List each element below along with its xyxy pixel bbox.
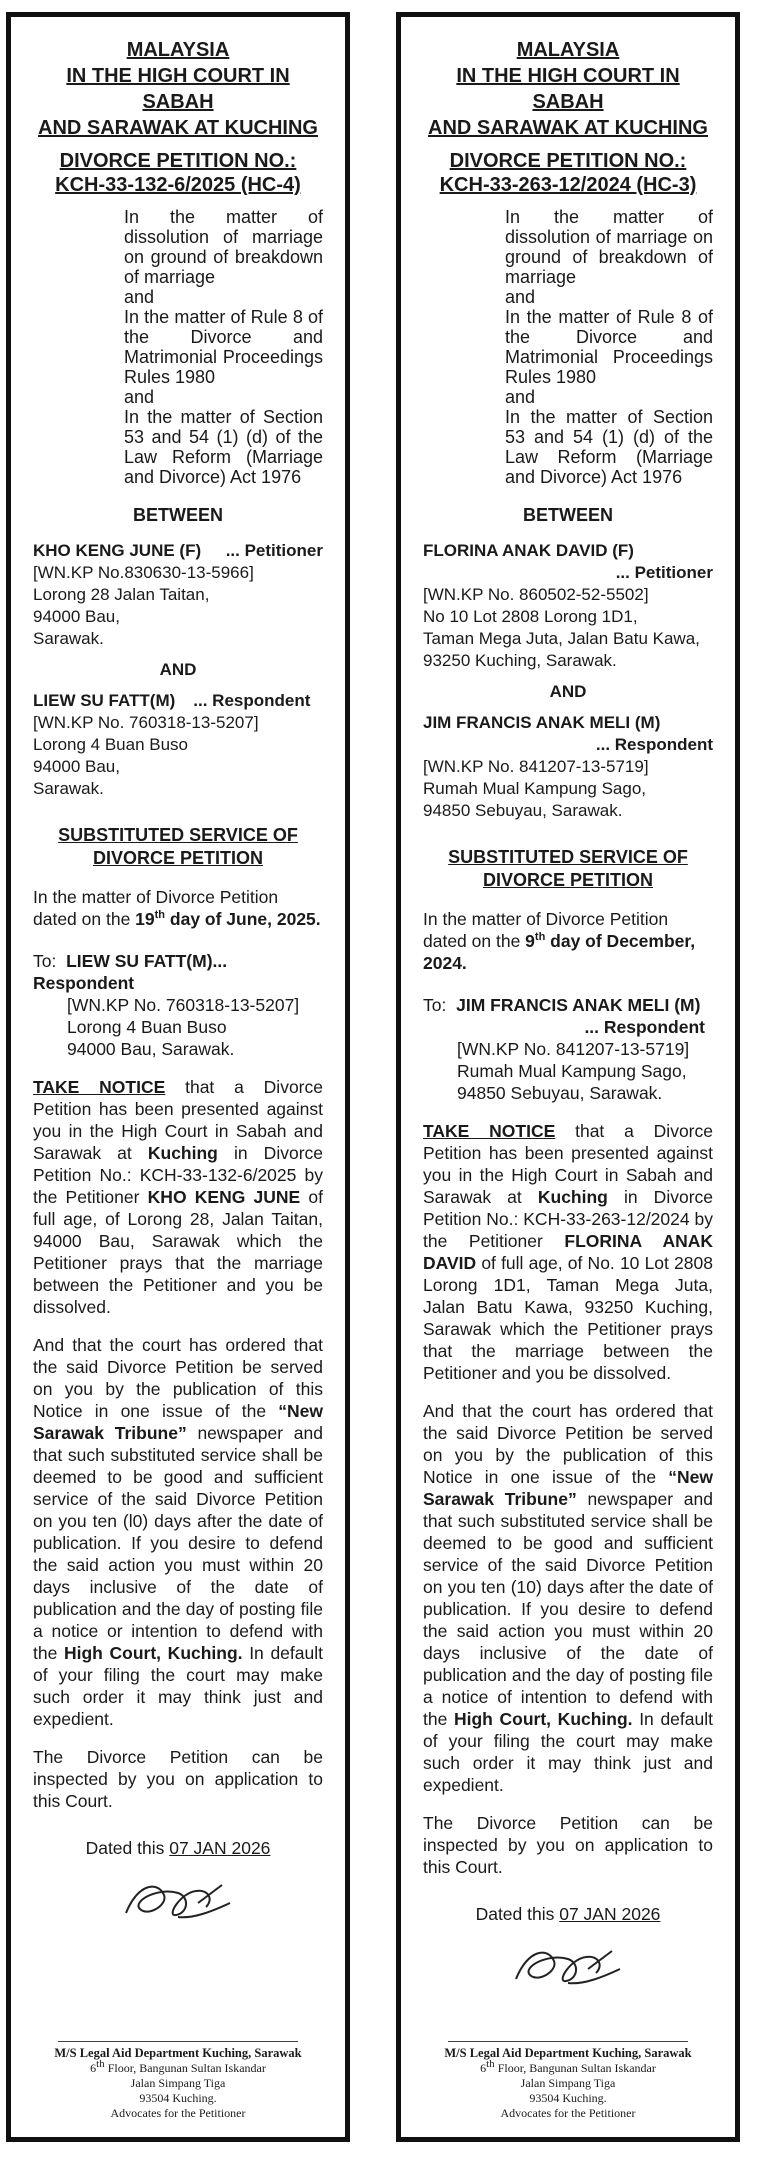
notice-petitioner-name: FLORINA ANAK DAVID <box>423 1231 713 1273</box>
notice-kuching: Kuching <box>147 1143 218 1163</box>
date-day-suffix: th <box>534 931 546 944</box>
notice-petitioner-name: KHO KENG JUNE <box>147 1187 301 1207</box>
court-line-2: AND SARAWAK AT KUCHING <box>38 117 318 139</box>
order-text: And that the court has ordered that the said Divorce Petition be served on you by the publication of this Notice in one issue of the <box>423 1401 713 1487</box>
signature-line <box>448 2041 688 2042</box>
respondent-address-line: 94850 Sebuyau, Sarawak. <box>423 801 623 820</box>
court-header <box>423 37 713 141</box>
between-heading: BETWEEN <box>133 505 223 525</box>
order-text: newspaper and that such substituted service shall be deemed to be good and sufficient service of the said Divorce Petition on you ten (10) days after the date of publication. If you desire to defend the said action you must within 20 days inclusive of the date of publication and the day of posting file a notice of intention to defend with the <box>423 1489 713 1729</box>
dated-line <box>33 1838 323 1859</box>
date-text: In the matter of Divorce Petition dated on the <box>423 909 669 951</box>
respondent-role: ... Respondent <box>193 691 311 710</box>
inspect-paragraph: The Divorce Petition can be inspected by you on application to this Court. <box>423 1813 713 1877</box>
firm-floor <box>401 2058 735 2076</box>
petition-date-paragraph <box>423 908 713 974</box>
petition-label: DIVORCE PETITION NO.: <box>449 150 687 172</box>
notice-text: in Divorce Petition No.: KCH-33-132-6/2025 by the Petitioner <box>33 1143 323 1207</box>
take-notice-paragraph <box>33 1076 323 1318</box>
dated-label: Dated this <box>85 1838 170 1858</box>
notice-text: of full age, of Lorong 28, Jalan Taitan, 94000 Bau, Sarawak which the Petitioner prays that the marriage between the Petitioner and you be dissolved. <box>33 1187 323 1317</box>
matter-and: and <box>505 387 536 407</box>
to-ic: [WN.KP No. 760318-13-5207] <box>67 995 300 1015</box>
date-rest: day of December, 2024. <box>423 931 696 973</box>
respondent-block <box>33 690 323 800</box>
court-line-1: IN THE HIGH COURT IN SABAH <box>456 65 680 113</box>
to-address-line: Rumah Mual Kampung Sago, <box>457 1061 687 1081</box>
notice-column-left <box>6 12 350 2142</box>
order-high-court: High Court, Kuching. <box>63 1643 243 1663</box>
to-role: ... Respondent <box>584 1017 705 1037</box>
notice-kuching: Kuching <box>537 1187 608 1207</box>
notice-text: of full age, of No. 10 Lot 2808 Lorong 1D1, Taman Mega Juta, Jalan Batu Kawa, 93250 Kuching, Sarawak which the Petitioner prays that the marriage between the Petitioner and you be dissolved. <box>423 1253 713 1383</box>
signature-line <box>58 2041 298 2042</box>
to-heading <box>423 994 713 1016</box>
matter-and: and <box>124 387 155 407</box>
respondent-ic: [WN.KP No. 760318-13-5207] <box>33 713 259 732</box>
notice-text: in Divorce Petition No.: KCH-33-263-12/2024 by the Petitioner <box>423 1187 713 1251</box>
respondent-role: ... Respondent <box>595 735 713 754</box>
date-day-number: 9 <box>525 931 535 951</box>
country-title: MALAYSIA <box>126 39 230 61</box>
to-heading <box>33 950 323 994</box>
petitioner-address-line: Lorong 28 Jalan Taitan, <box>33 585 210 604</box>
petitioner-heading <box>423 540 713 584</box>
floor-rest: Floor, Bangunan Sultan Iskandar <box>104 2061 266 2075</box>
firm-street: Jalan Simpang Tiga <box>130 2076 226 2090</box>
petition-label: DIVORCE PETITION NO.: <box>59 150 297 172</box>
between-heading: BETWEEN <box>523 505 613 525</box>
to-label: To: <box>33 951 57 971</box>
dated-value: 07 JAN 2026 <box>559 1904 661 1924</box>
advocate-footer <box>11 2041 345 2121</box>
dated-label: Dated this <box>475 1904 560 1924</box>
floor-rest: Floor, Bangunan Sultan Iskandar <box>494 2061 656 2075</box>
and-separator: AND <box>549 682 587 701</box>
matter-rule-8: In the matter of Rule 8 of the Divorce and Matrimonial Proceedings Rules 1980 <box>124 307 323 387</box>
court-order-paragraph <box>33 1334 323 1730</box>
take-notice-paragraph <box>423 1120 713 1384</box>
to-name: JIM FRANCIS ANAK MELI (M) <box>456 995 701 1015</box>
substituted-service-title <box>33 824 323 870</box>
substituted-title-line: DIVORCE PETITION <box>92 848 263 868</box>
firm-city: 93504 Kuching. <box>139 2091 217 2105</box>
petition-date-paragraph <box>33 886 323 930</box>
to-name: LIEW SU FATT(M) <box>66 951 213 971</box>
respondent-name: LIEW SU FATT(M) <box>33 691 176 710</box>
to-label: To: <box>423 995 447 1015</box>
notice-text: that a Divorce Petition has been presented against you in the High Court in Sabah and Sarawak at <box>423 1121 713 1207</box>
petitioner-ic: [WN.KP No. 860502-52-5502] <box>423 585 649 604</box>
order-text: In default of your filing the court may make such order it may think just and expedient. <box>423 1709 713 1795</box>
firm-role: Advocates for the Petitioner <box>110 2106 246 2120</box>
court-header <box>33 37 323 141</box>
floor-number: 6 <box>90 2061 97 2075</box>
date-day-number: 19 <box>135 909 155 929</box>
petitioner-block <box>33 540 323 650</box>
case-number: KCH-33-263-12/2024 (HC-3) <box>439 174 697 196</box>
firm-role: Advocates for the Petitioner <box>500 2106 636 2120</box>
petitioner-name: KHO KENG JUNE (F) <box>33 541 202 560</box>
court-line-1: IN THE HIGH COURT IN SABAH <box>66 65 290 113</box>
substituted-title-line: SUBSTITUTED SERVICE OF <box>448 847 688 867</box>
respondent-heading <box>33 690 323 712</box>
order-text: newspaper and that such substituted service shall be deemed to be good and sufficient service of the said Divorce Petition on you ten (l0) days after the date of publication. If you desire to defend the said action you must within 20 days inclusive of the date of publication and the day of posting file a notice or intention to defend with the <box>33 1423 323 1663</box>
substituted-title-line: DIVORCE PETITION <box>482 870 653 890</box>
respondent-block <box>423 712 713 822</box>
floor-suffix: th <box>96 2058 105 2070</box>
to-block <box>33 950 323 1060</box>
date-day-suffix: th <box>154 909 166 922</box>
to-ic: [WN.KP No. 841207-13-5719] <box>457 1039 690 1059</box>
petitioner-role: ... Petitioner <box>225 541 323 560</box>
respondent-heading <box>423 712 713 756</box>
matter-and: and <box>124 287 155 307</box>
to-address-line: Lorong 4 Buan Buso <box>67 1017 227 1037</box>
case-number: KCH-33-132-6/2025 (HC-4) <box>55 174 301 196</box>
matter-section-53: In the matter of Section 53 and 54 (1) (d) of the Law Reform (Marriage and Divorce) Act 1976 <box>124 407 323 487</box>
firm-name: M/S Legal Aid Department Kuching, Sarawak <box>444 2046 692 2060</box>
order-text: In default of your filing the court may make such order it may think just and expedient. <box>33 1643 323 1729</box>
to-address-line: 94000 Bau, Sarawak. <box>67 1039 235 1059</box>
respondent-ic: [WN.KP No. 841207-13-5719] <box>423 757 649 776</box>
court-order-paragraph <box>423 1400 713 1796</box>
to-block <box>423 994 713 1104</box>
matter-block <box>124 207 323 487</box>
petitioner-block <box>423 540 713 672</box>
dated-value: 07 JAN 2026 <box>169 1838 271 1858</box>
respondent-name: JIM FRANCIS ANAK MELI (M) <box>423 713 661 732</box>
to-address-line: 94850 Sebuyau, Sarawak. <box>457 1083 663 1103</box>
petitioner-heading <box>33 540 323 562</box>
signature-image <box>118 1873 238 1929</box>
firm-city: 93504 Kuching. <box>529 2091 607 2105</box>
country-title: MALAYSIA <box>516 39 620 61</box>
date-day <box>135 909 320 929</box>
matter-dissolution: In the matter of dissolution of marriage on ground of breakdown of marriage <box>505 207 713 287</box>
date-text: In the matter of Divorce Petition dated on the <box>33 887 279 929</box>
advocate-footer <box>401 2041 735 2121</box>
to-role: ... Respondent <box>33 951 228 993</box>
matter-block <box>505 207 713 487</box>
respondent-address-line: Rumah Mual Kampung Sago, <box>423 779 647 798</box>
order-text: And that the court has ordered that the said Divorce Petition be served on you by the publication of this Notice in one issue of the <box>33 1335 323 1421</box>
petitioner-address-line: 93250 Kuching, Sarawak. <box>423 651 617 670</box>
dated-line <box>423 1904 713 1925</box>
signature-image <box>508 1939 628 1995</box>
order-high-court: High Court, Kuching. <box>453 1709 633 1729</box>
floor-suffix: th <box>486 2058 495 2070</box>
matter-section-53: In the matter of Section 53 and 54 (1) (d) of the Law Reform (Marriage and Divorce) Act 1976 <box>505 407 713 487</box>
petitioner-address-line: No 10 Lot 2808 Lorong 1D1, <box>423 607 638 626</box>
take-notice-label: TAKE NOTICE <box>423 1121 556 1141</box>
firm-floor <box>11 2058 345 2076</box>
petitioner-name: FLORINA ANAK DAVID (F) <box>423 541 634 560</box>
and-separator: AND <box>159 660 197 679</box>
order-newspaper: “New Sarawak Tribune” <box>33 1401 323 1443</box>
petitioner-address-line: Sarawak. <box>33 629 104 648</box>
substituted-title-line: SUBSTITUTED SERVICE OF <box>58 825 298 845</box>
respondent-address-line: 94000 Bau, <box>33 757 120 776</box>
respondent-address-line: Sarawak. <box>33 779 104 798</box>
court-line-2: AND SARAWAK AT KUCHING <box>428 117 708 139</box>
respondent-address-line: Lorong 4 Buan Buso <box>33 735 189 754</box>
order-newspaper: “New Sarawak Tribune” <box>423 1467 713 1509</box>
petitioner-address-line: Taman Mega Juta, Jalan Batu Kawa, <box>423 629 700 648</box>
substituted-service-title <box>423 846 713 892</box>
notice-text: that a Divorce Petition has been presented against you in the High Court in Sabah and Sarawak at <box>33 1077 323 1163</box>
notice-column-right <box>396 12 740 2142</box>
firm-street: Jalan Simpang Tiga <box>520 2076 616 2090</box>
petitioner-ic: [WN.KP No.830630-13-5966] <box>33 563 254 582</box>
take-notice-label: TAKE NOTICE <box>33 1077 166 1097</box>
firm-name: M/S Legal Aid Department Kuching, Sarawak <box>54 2046 302 2060</box>
matter-rule-8: In the matter of Rule 8 of the Divorce and Matrimonial Proceedings Rules 1980 <box>505 307 713 387</box>
inspect-paragraph: The Divorce Petition can be inspected by you on application to this Court. <box>33 1747 323 1811</box>
petitioner-role: ... Petitioner <box>615 563 713 582</box>
petitioner-address-line: 94000 Bau, <box>33 607 120 626</box>
matter-dissolution: In the matter of dissolution of marriage on ground of breakdown of marriage <box>124 207 323 287</box>
matter-and: and <box>505 287 536 307</box>
date-rest: day of June, 2025. <box>165 909 321 929</box>
floor-number: 6 <box>480 2061 487 2075</box>
